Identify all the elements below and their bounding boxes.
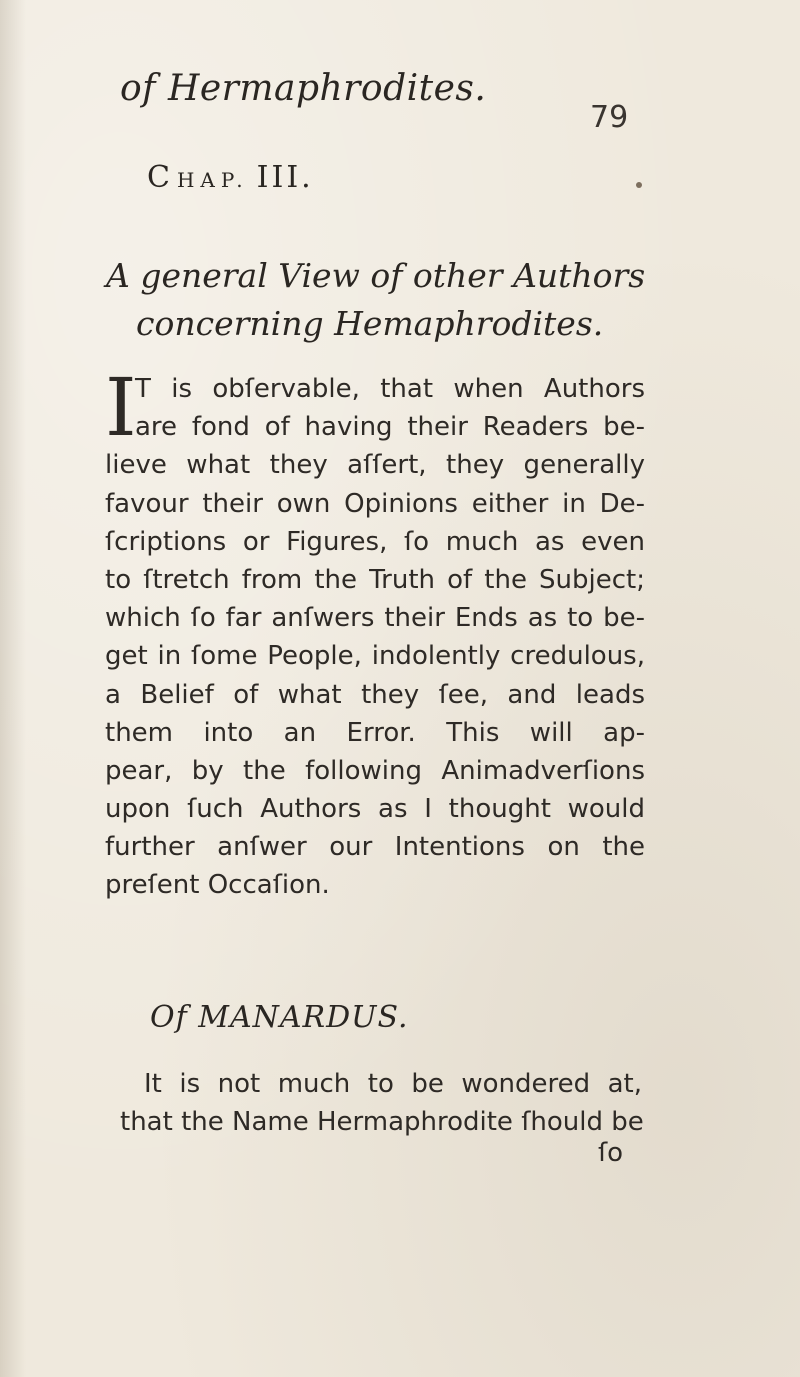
chapter-number: III. xyxy=(256,160,314,195)
text-line: upon ſuch Authors as I thought would xyxy=(105,794,645,825)
paragraph-2 xyxy=(120,1065,642,1141)
text-line: them into an Error. This will ap- xyxy=(105,717,645,748)
text-line: T is obſervable, that when Authors xyxy=(135,374,645,404)
text-line: get in ſome People, indolently credulous, xyxy=(105,641,645,672)
text-line: that the Name Hermaphrodite ſhould be xyxy=(120,1107,644,1138)
text-line: further anſwer our Intentions on the xyxy=(105,832,645,863)
catchword: ſo xyxy=(598,1138,624,1168)
text-line: favour their own Opinions either in De- xyxy=(105,488,645,519)
section-heading: Of MANARDUS. xyxy=(150,1000,409,1035)
text-line: a Belief of what they ſee, and leads xyxy=(105,679,645,710)
chapter-initial: C xyxy=(147,160,177,195)
chapter-heading xyxy=(147,160,314,195)
chapter-title xyxy=(106,252,645,348)
text-line: lieve what they aſſert, they generally xyxy=(105,450,645,481)
text-line: which ſo far anſwers their Ends as to be- xyxy=(105,603,645,634)
paper-speck xyxy=(636,182,642,188)
page-gutter-shadow xyxy=(0,0,26,1377)
running-head: of Hermaphrodites. xyxy=(120,68,487,109)
chapter-title-line-1: A general View of other Authors xyxy=(106,256,646,295)
drop-cap: I xyxy=(105,361,137,454)
page-number: 79 xyxy=(590,100,629,135)
text-line: It is not much to be wondered at, xyxy=(144,1069,642,1099)
text-line: pear, by the following Animadverſions xyxy=(105,755,645,786)
chapter-title-line-2: concerning Hemaphrodites. xyxy=(136,304,604,343)
text-line: to ſtretch from the Truth of the Subject; xyxy=(105,564,645,595)
text-line: ſcriptions or Figures, ſo much as even xyxy=(105,526,645,557)
paragraph-1 xyxy=(105,361,645,905)
text-line: preſent Occaſion. xyxy=(105,870,330,901)
text-line: are fond of having their Readers be- xyxy=(135,412,645,443)
chapter-word: HAP. xyxy=(176,168,249,192)
